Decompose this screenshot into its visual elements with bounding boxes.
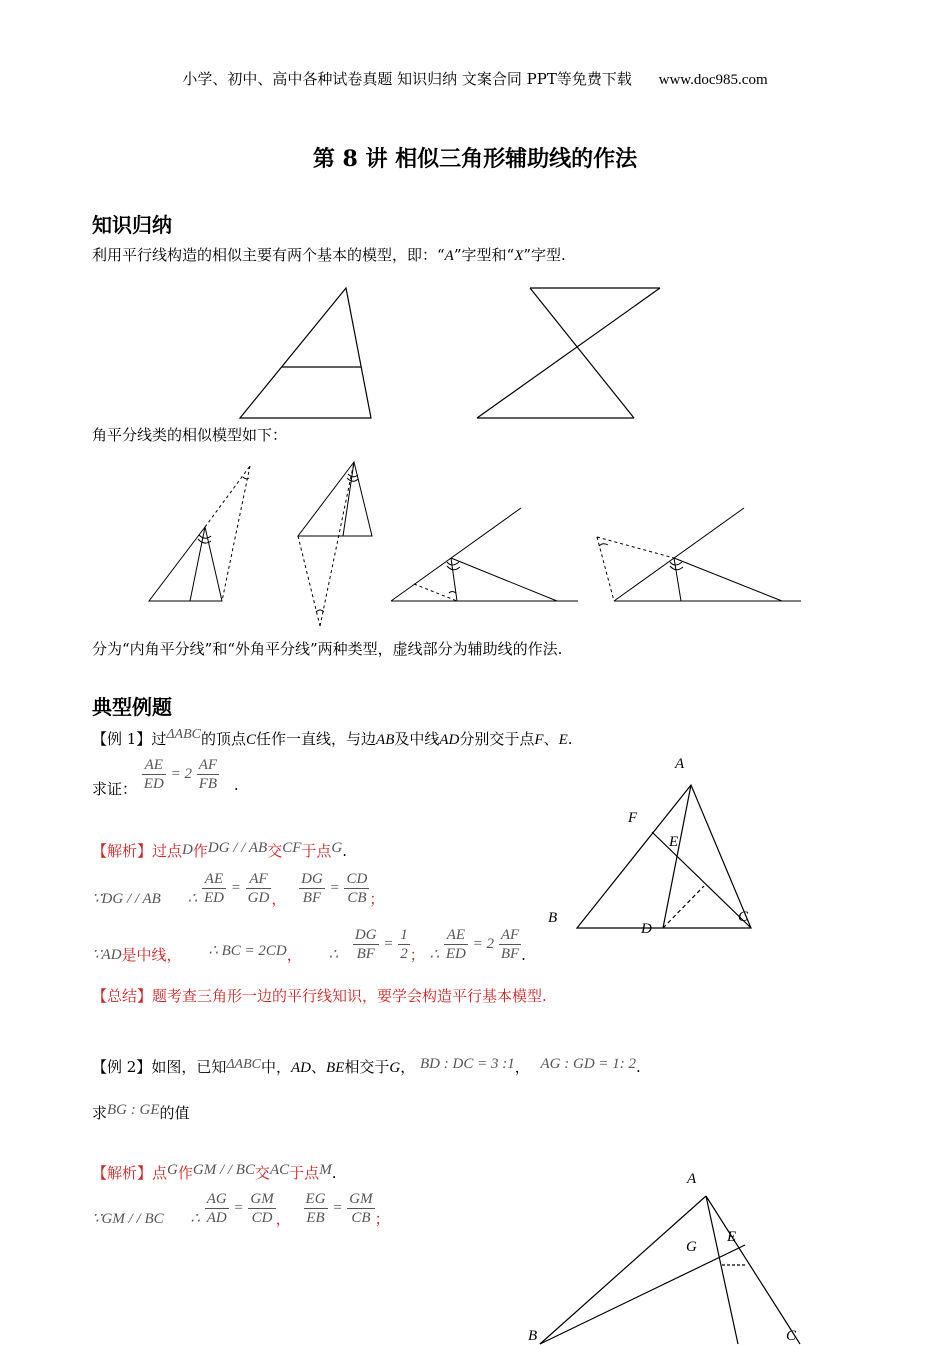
- bisector-model-1: [149, 466, 250, 601]
- ex1-step-2: ∵AD是中线， ∴ BC = 2CD， ∴ $\frac{DG}{BF}$ = $\frac{1}{2}$ ； ∴ $\frac{AE}{ED}$ = 2 $\frac{AF}{BF}$ .: [92, 927, 526, 964]
- ex2-figure: [540, 1196, 800, 1344]
- ex2-step-1: ∵GM / / BC ∴ $\frac{AG}{AD}$ = $\frac{GM}{CD}$ ， $\frac{EG}{EB}$ = $\frac{GM}{CB}$ ；: [92, 1191, 390, 1228]
- ex1-label-e: E: [669, 834, 679, 850]
- section-heading-examples: 典型例题: [92, 695, 172, 719]
- knowledge-intro: 利用平行线构造的相似主要有两个基本的模型，即：“A”字型和“X”字型.: [92, 246, 566, 264]
- ex2-problem: 【例 2】如图，已知ΔABC中，AD、BE相交于G， BD : DC = 3 :1， AG : GD = 1: 2.: [92, 1056, 641, 1076]
- ex1-label-d: D: [641, 921, 652, 937]
- bisector-model-4: [597, 508, 801, 601]
- bisector-intro: 角平分线类的相似模型如下：: [92, 426, 288, 444]
- header-text: 小学、初中、高中各种试卷真题 知识归纳 文案合同 PPT等免费下载: [182, 70, 632, 88]
- ex1-label-b: B: [548, 910, 558, 926]
- ex1-summary: 【总结】题考查三角形一边的平行线知识，要学会构造平行基本模型.: [92, 987, 547, 1005]
- ex2-analysis: 【解析】点G作GM / / BC交AC于点M.: [92, 1162, 337, 1182]
- bisector-summary: 分为“内角平分线”和“外角平分线”两种类型，虚线部分为辅助线的作法.: [92, 640, 563, 658]
- ex1-figure: [577, 785, 751, 928]
- ex2-label-a: A: [687, 1171, 697, 1187]
- header-url[interactable]: www.doc985.com: [658, 72, 768, 88]
- ex1-analysis: 【解析】过点D作DG / / AB交CF于点G.: [92, 840, 348, 860]
- ex1-step-1: ∵DG / / AB ∴ $\frac{AE}{ED}$ = $\frac{AF}{GD}$ ， $\frac{DG}{BF}$ = $\frac{CD}{CB}$ ；: [92, 871, 385, 908]
- bisector-model-3: [391, 508, 578, 601]
- ex1-label-f: F: [628, 810, 638, 826]
- x-model-diagram: [477, 288, 660, 418]
- ex2-label-b: B: [528, 1328, 538, 1344]
- bisector-model-2: [298, 462, 372, 626]
- ex1-label-a: A: [675, 756, 685, 772]
- a-model-diagram: [240, 288, 371, 418]
- section-heading-knowledge: 知识归纳: [92, 213, 172, 237]
- ex2-ask: 求BG : GE的值: [92, 1102, 190, 1122]
- page-title: 第 8 讲 相似三角形辅助线的作法: [312, 146, 638, 172]
- ex2-label-c: C: [786, 1328, 797, 1344]
- ex1-prove: 求证： $\frac{AE}{ED}$ = 2 $\frac{AF}{FB}$ .: [92, 757, 239, 798]
- ex2-label-e: E: [727, 1229, 737, 1245]
- ex2-label-g: G: [686, 1239, 697, 1255]
- ex1-problem: 【例 1】过ΔABC的顶点C任作一直线，与边AB及中线AD分别交于点F、E.: [92, 727, 573, 748]
- ex1-label-c: C: [738, 909, 749, 925]
